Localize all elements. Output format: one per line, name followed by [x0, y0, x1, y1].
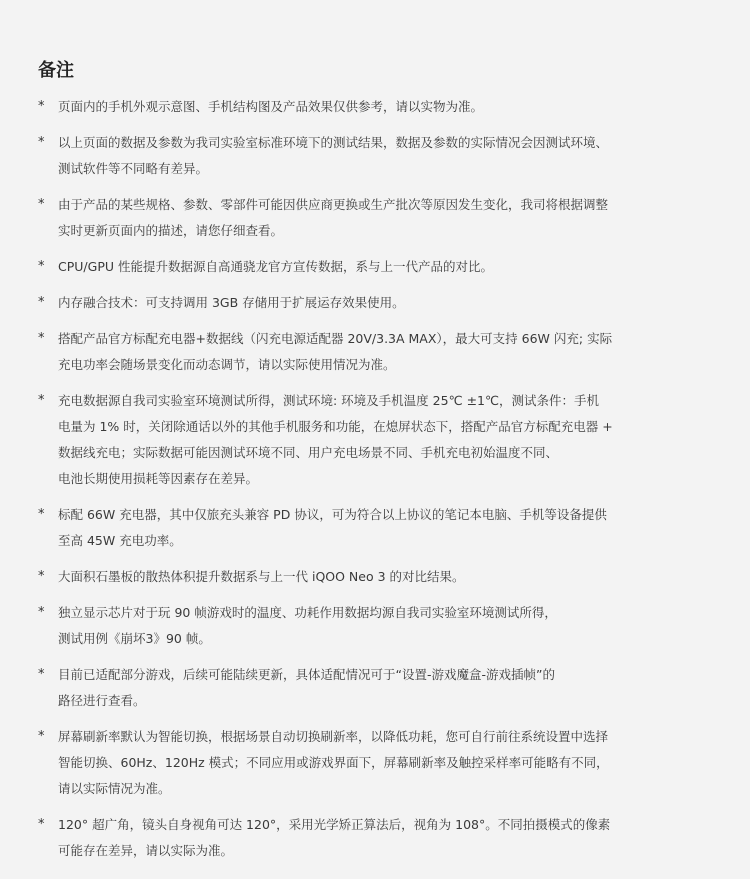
bullet-marker: * [38, 729, 45, 744]
bullet-marker: * [38, 817, 45, 832]
note-text: 搭配产品官方标配充电器+数据线（闪充电源适配器 20V/3.3A MAX），最大可支持 66W 闪充; 实际 充电功率会随场景变化而动态调节，请以实际使用情况为准。 [58, 331, 613, 372]
bullet-marker: * [38, 259, 45, 274]
bullet-marker: * [38, 135, 45, 150]
note-item [38, 564, 730, 590]
bullet-marker: * [38, 331, 45, 346]
note-item [38, 290, 730, 316]
note-text: 屏幕刷新率默认为智能切换，根据场景自动切换刷新率，以降低功耗，您可自行前往系统设置中选择 智能切换、60Hz、120Hz 模式；不同应用或游戏界面下，屏幕刷新率及触控采样率可能略有不同， 请以实际情况为准。 [58, 729, 609, 796]
note-item [38, 192, 730, 244]
note-item [38, 502, 730, 554]
notes-list [38, 94, 730, 864]
note-item [38, 94, 730, 120]
note-text: 内存融合技术：可支持调用 3GB 存储用于扩展运存效果使用。 [58, 295, 405, 310]
note-item [38, 130, 730, 182]
bullet-marker: * [38, 569, 45, 584]
note-text: CPU/GPU 性能提升数据源自高通骁龙官方宣传数据，系与上一代产品的对比。 [58, 259, 493, 274]
bullet-marker: * [38, 393, 45, 408]
note-item [38, 388, 730, 492]
note-text: 充电数据源自我司实验室环境测试所得，测试环境: 环境及手机温度 25℃ ±1℃，测试条件：手机 电量为 1% 时，关闭除通话以外的其他手机服务和功能，在熄屏状态下，搭配产品官方标配充电器 + 数据线充电；实际数据可能因测试环境不同、用户充电场景不同、手机充电初始温度不同、 电池长期使用损耗等因素存在差异。 [58, 393, 613, 486]
bullet-marker: * [38, 605, 45, 620]
note-text: 目前已适配部分游戏，后续可能陆续更新，具体适配情况可于“设置-游戏魔盒-游戏插帧”的 路径进行查看。 [58, 667, 555, 708]
note-text: 120° 超广角，镜头自身视角可达 120°，采用光学矫正算法后，视角为 108°。不同拍摄模式的像素 可能存在差异，请以实际为准。 [58, 817, 611, 858]
bullet-marker: * [38, 197, 45, 212]
note-text: 独立显示芯片对于玩 90 帧游戏时的温度、功耗作用数据均源自我司实验室环境测试所得， 测试用例《崩坏3》90 帧。 [58, 605, 557, 646]
note-text: 页面内的手机外观示意图、手机结构图及产品效果仅供参考，请以实物为准。 [58, 99, 484, 114]
note-item [38, 326, 730, 378]
note-text: 大面积石墨板的散热体积提升数据系与上一代 iQOO Neo 3 的对比结果。 [58, 569, 465, 584]
note-item [38, 662, 730, 714]
note-item [38, 600, 730, 652]
bullet-marker: * [38, 507, 45, 522]
notes-title: 备注 [38, 60, 74, 81]
bullet-marker: * [38, 667, 45, 682]
note-text: 标配 66W 充电器，其中仅旅充头兼容 PD 协议，可为符合以上协议的笔记本电脑、手机等设备提供 至高 45W 充电功率。 [58, 507, 607, 548]
note-item [38, 812, 730, 864]
bullet-marker: * [38, 99, 45, 114]
note-item [38, 254, 730, 280]
note-item [38, 724, 730, 802]
note-text: 以上页面的数据及参数为我司实验室标准环境下的测试结果，数据及参数的实际情况会因测试环境、 测试软件等不同略有差异。 [58, 135, 609, 176]
bullet-marker: * [38, 295, 45, 310]
note-text: 由于产品的某些规格、参数、零部件可能因供应商更换或生产批次等原因发生变化，我司将根据调整 实时更新页面内的描述，请您仔细查看。 [58, 197, 609, 238]
